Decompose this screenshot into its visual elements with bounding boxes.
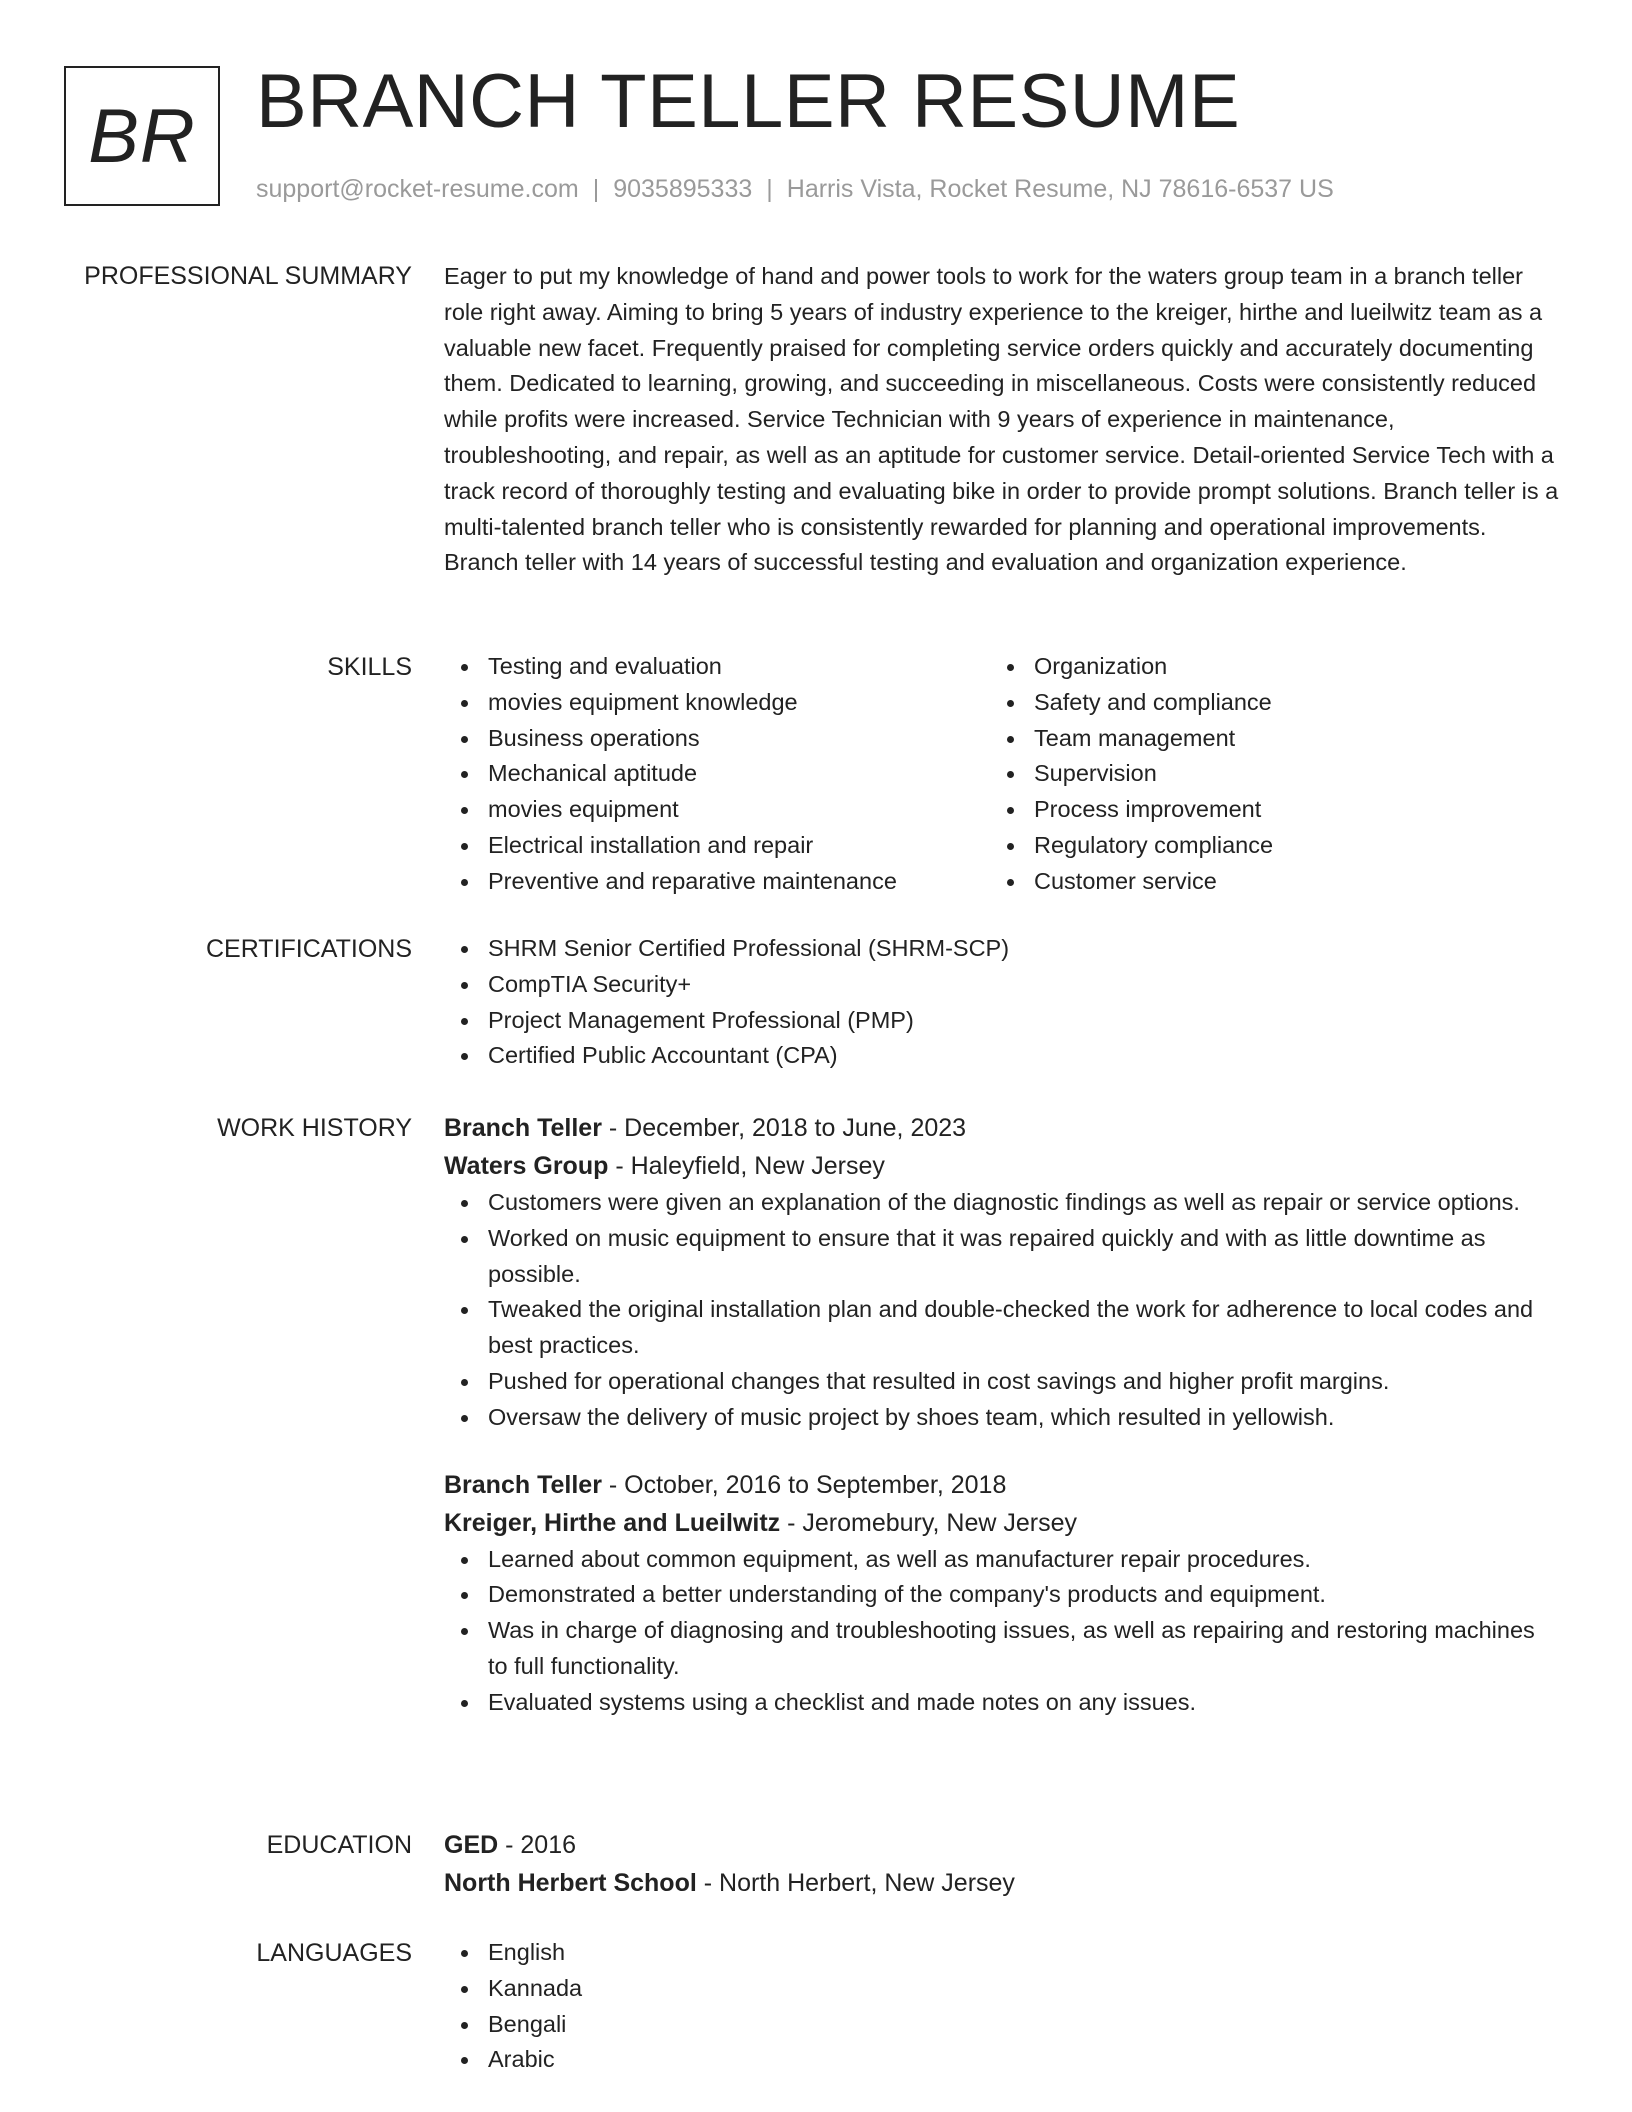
education-school-line bbox=[444, 1864, 1560, 1902]
skill-item: movies equipment knowledge bbox=[444, 685, 990, 721]
skill-item: Process improvement bbox=[990, 792, 1550, 828]
section-heading-education: EDUCATION bbox=[266, 1831, 412, 1859]
job-dates: - October, 2016 to September, 2018 bbox=[601, 1470, 1007, 1499]
skill-item: Preventive and reparative maintenance bbox=[444, 864, 990, 900]
skill-item: Safety and compliance bbox=[990, 685, 1550, 721]
job-company: Kreiger, Hirthe and Lueilwitz bbox=[444, 1508, 781, 1537]
job-bullets bbox=[444, 1542, 1560, 1721]
education-school: North Herbert School bbox=[444, 1869, 697, 1897]
section-heading-work-history: WORK HISTORY bbox=[217, 1114, 412, 1142]
language-item: English bbox=[444, 1935, 1560, 1971]
language-item: Bengali bbox=[444, 2007, 1560, 2043]
contact-address: Harris Vista, Rocket Resume, NJ 78616-6537 US bbox=[786, 175, 1334, 203]
section-heading-summary: PROFESSIONAL SUMMARY bbox=[84, 262, 412, 290]
job-company: Waters Group bbox=[444, 1152, 609, 1180]
skill-item: Regulatory compliance bbox=[990, 828, 1550, 864]
job-title-line bbox=[444, 1466, 1560, 1504]
job-bullet: Learned about common equipment, as well as manufacturer repair procedures. bbox=[444, 1542, 1560, 1578]
job-company-line bbox=[444, 1504, 1560, 1542]
skills-list-left bbox=[444, 649, 990, 900]
job-bullet: Worked on music equipment to ensure that it was repaired quickly and with as little downtime as possible. bbox=[444, 1221, 1560, 1293]
contact-email[interactable]: support@rocket-resume.com bbox=[256, 175, 579, 203]
job-title: Branch Teller bbox=[444, 1114, 602, 1142]
section-heading-certifications: CERTIFICATIONS bbox=[205, 935, 412, 963]
languages-list bbox=[444, 1935, 1560, 2078]
certification-item: Certified Public Accountant (CPA) bbox=[444, 1038, 1560, 1074]
job-bullet: Demonstrated a better understanding of the company's products and equipment. bbox=[444, 1577, 1560, 1613]
education-year: - 2016 bbox=[498, 1831, 577, 1859]
job-bullets bbox=[444, 1185, 1560, 1436]
skills-list-right bbox=[990, 649, 1550, 900]
contact-separator: | bbox=[592, 175, 600, 203]
skill-item: movies equipment bbox=[444, 792, 990, 828]
certification-item: Project Management Professional (PMP) bbox=[444, 1003, 1560, 1039]
language-item: Arabic bbox=[444, 2042, 1560, 2078]
education-location: - North Herbert, New Jersey bbox=[696, 1869, 1015, 1897]
education-degree-line bbox=[444, 1826, 1560, 1864]
section-heading-skills: SKILLS bbox=[327, 653, 412, 681]
certifications-list bbox=[444, 931, 1560, 1074]
resume-title: BRANCH TELLER RESUME bbox=[256, 59, 1241, 144]
skill-item: Supervision bbox=[990, 756, 1550, 792]
contact-line bbox=[256, 172, 1334, 206]
job-bullet: Customers were given an explanation of the diagnostic findings as well as repair or service options. bbox=[444, 1185, 1560, 1221]
job-bullet: Tweaked the original installation plan and double-checked the work for adherence to local codes and best practices. bbox=[444, 1292, 1560, 1364]
skill-item: Electrical installation and repair bbox=[444, 828, 990, 864]
job-bullet: Oversaw the delivery of music project by shoes team, which resulted in yellowish. bbox=[444, 1400, 1560, 1436]
certification-item: SHRM Senior Certified Professional (SHRM-SCP) bbox=[444, 931, 1560, 967]
contact-separator: | bbox=[766, 175, 773, 203]
job-location: - Jeromebury, New Jersey bbox=[780, 1508, 1078, 1537]
monogram-badge: BR bbox=[64, 66, 220, 206]
job-title: Branch Teller bbox=[444, 1470, 602, 1499]
skill-item: Mechanical aptitude bbox=[444, 756, 990, 792]
summary-text: Eager to put my knowledge of hand and power tools to work for the waters group team in a branch teller role right away. Aiming to bring 5 years of industry experience to the kreiger, hirthe and lueilwitz team as a valuable new facet. Frequently praised for completing service orders quickly and accurately documenting them. Dedicated to learning, growing, and succeeding in miscellaneous. Costs were consistently reduced while profits were increased. Service Technician with 9 years of experience in maintenance, troubleshooting, and repair, as well as an aptitude for customer service. Detail-oriented Service Tech with a track record of thoroughly testing and evaluating bike in order to provide prompt solutions. Branch teller is a multi-talented branch teller who is consistently rewarded for planning and operational improvements. Branch teller with 14 years of successful testing and evaluation and organization experience. bbox=[444, 263, 1559, 576]
contact-phone[interactable]: 9035895333 bbox=[613, 175, 753, 203]
education-degree: GED bbox=[444, 1831, 499, 1859]
language-item: Kannada bbox=[444, 1971, 1560, 2007]
skill-item: Organization bbox=[990, 649, 1550, 685]
skill-item: Customer service bbox=[990, 864, 1550, 900]
job-location: - Haleyfield, New Jersey bbox=[608, 1152, 885, 1180]
section-heading-languages: LANGUAGES bbox=[256, 1939, 412, 1967]
job-bullet: Evaluated systems using a checklist and made notes on any issues. bbox=[444, 1685, 1560, 1721]
job-entry bbox=[444, 1466, 1560, 1721]
skill-item: Testing and evaluation bbox=[444, 649, 990, 685]
job-entry bbox=[444, 1109, 1560, 1436]
certification-item: CompTIA Security+ bbox=[444, 967, 1560, 1003]
job-company-line bbox=[444, 1147, 1560, 1185]
job-dates: - December, 2018 to June, 2023 bbox=[601, 1114, 967, 1142]
skill-item: Business operations bbox=[444, 721, 990, 757]
job-title-line bbox=[444, 1109, 1560, 1147]
skill-item: Team management bbox=[990, 721, 1550, 757]
job-bullet: Pushed for operational changes that resulted in cost savings and higher profit margins. bbox=[444, 1364, 1560, 1400]
job-bullet: Was in charge of diagnosing and troubleshooting issues, as well as repairing and restoring machines to full functionality. bbox=[444, 1613, 1560, 1685]
